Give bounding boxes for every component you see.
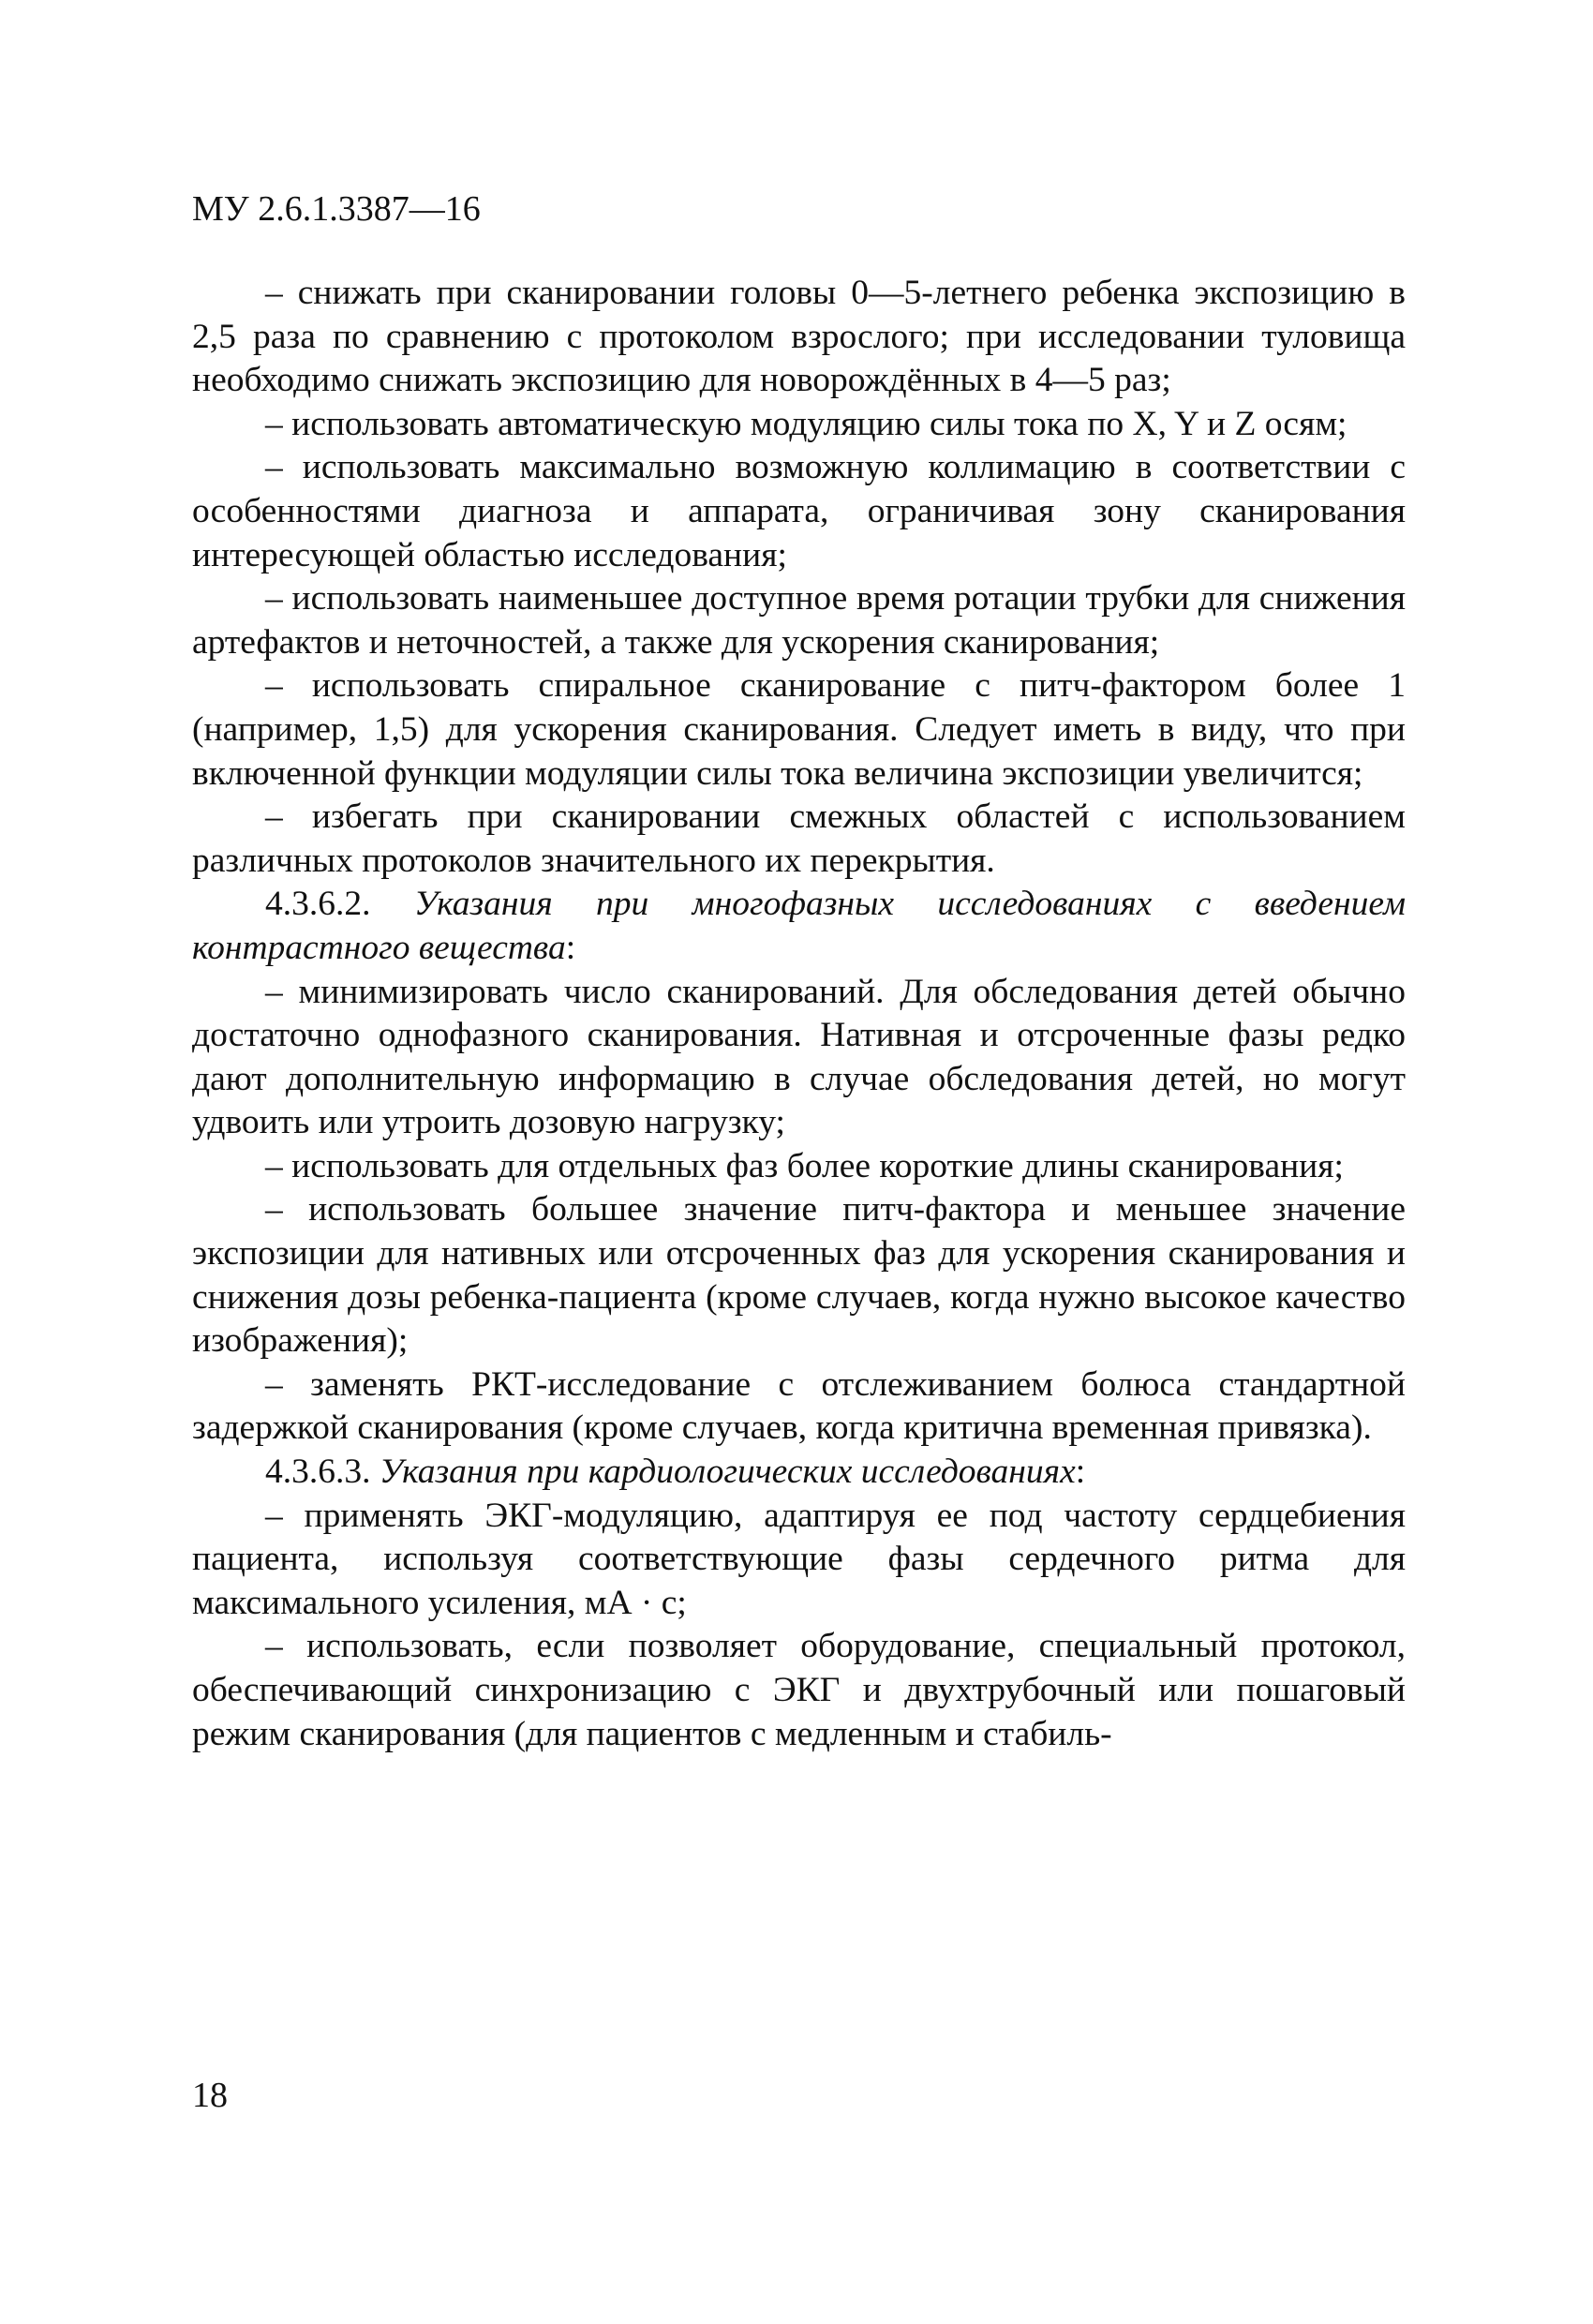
document-code: МУ 2.6.1.3387—16 — [192, 189, 481, 229]
page-number: 18 — [192, 2076, 228, 2115]
document-body — [192, 272, 1406, 1756]
list-item: – использовать наименьшее доступное время ротации трубки для снижения артефактов и неточностей, а также для ускорения сканирования; — [192, 579, 1406, 662]
section-heading — [192, 883, 1406, 970]
list-item: – минимизировать число сканирований. Для обследования детей обычно достаточно однофазного сканирования. Нативная и отсроченные фазы редко дают дополнительную информацию в случае обследования детей, но могут удвоить или утроить дозовую нагрузку; — [192, 972, 1406, 1142]
list-item: – применять ЭКГ-модуляцию, адаптируя ее под частоту сердцебиения пациента, используя соответствующие фазы сердечного ритма для максимального усиления, мА · с; — [192, 1496, 1406, 1622]
list-item: – снижать при сканировании головы 0—5-летнего ребенка экспозицию в 2,5 раза по сравнению с протоколом взрослого; при исследовании туловища необходимо снижать экспозицию для новорождённых в 4—5 раз; — [192, 274, 1406, 400]
section-number: 4.3.6.2. — [265, 885, 371, 924]
list-item: – использовать для отдельных фаз более короткие длины сканирования; — [265, 1146, 1344, 1185]
list-item: – использовать спиральное сканирование с питч-фактором более 1 (например, 1,5) для ускорения сканирования. Следует иметь в виду, что при включенной функции модуляции силы тока величина экспозиции увеличится; — [192, 666, 1406, 793]
list-item: – заменять РКТ-исследование с отслеживанием болюса стандартной задержкой сканирования (кроме случаев, когда критична временная привязка). — [192, 1364, 1406, 1448]
section-colon: : — [1075, 1452, 1086, 1492]
section-heading — [192, 1451, 1406, 1495]
section-number: 4.3.6.3. — [265, 1452, 371, 1492]
section-colon: : — [565, 928, 576, 967]
list-item: – использовать, если позволяет оборудование, специальный протокол, обеспечивающий синхронизацию с ЭКГ и двухтрубочный или пошаговый режим сканирования (для пациентов с медленным и стабиль- — [192, 1627, 1406, 1753]
list-item: – использовать автоматическую модуляцию силы тока по X, Y и Z осям; — [265, 404, 1347, 443]
section-title: Указания при кардиологических исследованиях — [379, 1452, 1076, 1492]
list-item: – использовать максимально возможную коллимацию в соответствии с особенностями диагноза и аппарата, ограничивая зону сканирования интересующей областью исследования; — [192, 448, 1406, 574]
section-title: Указания при многофазных исследованиях с введением контрастного вещества — [192, 885, 1407, 967]
list-item: – использовать большее значение питч-фактора и меньшее значение экспозиции для нативных или отсроченных фаз для ускорения сканирования и снижения дозы ребенка-пациента (кроме случаев, когда нужно высокое качество изображения); — [192, 1190, 1406, 1361]
list-item: – избегать при сканировании смежных областей с использованием различных протоколов значительного их перекрытия. — [192, 797, 1406, 880]
